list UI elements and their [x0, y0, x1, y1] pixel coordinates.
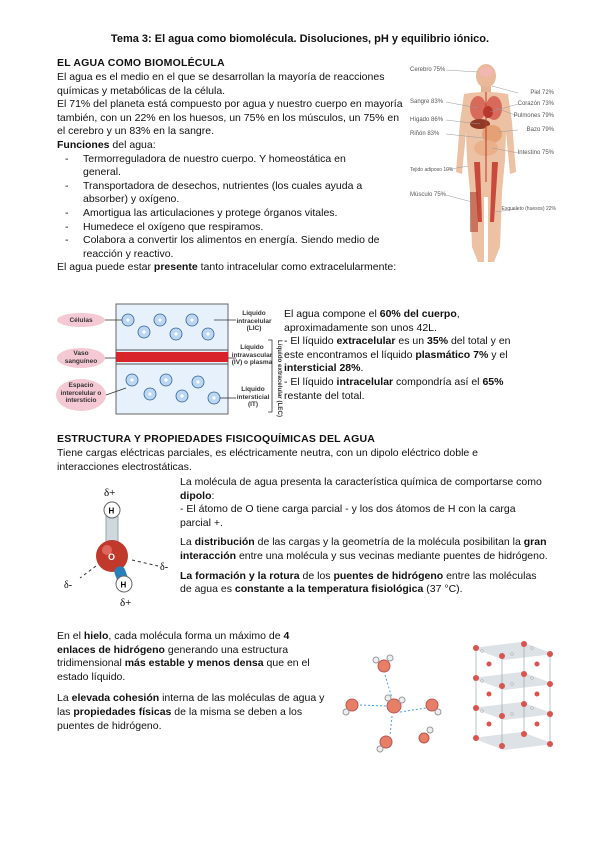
label-lic: Líquido intracelular (LIC)	[236, 310, 272, 332]
list-item: - Termorreguladora de nuestro cuerpo. Y homeostática en general.	[57, 153, 368, 180]
label-iv: Líquido intravascular (IV) o plasma	[231, 344, 273, 366]
page-title: Tema 3: El agua como biomolécula. Disoluciones, pH y equilibrio iónico.	[110, 33, 490, 45]
label-celulas: Células	[69, 317, 93, 324]
h-atom-top: H	[108, 506, 115, 516]
h-atom-bottom: H	[120, 580, 127, 590]
label-rinon: Riñón 83%	[410, 131, 440, 137]
label-pulmones: Pulmones 79%	[513, 113, 554, 119]
label-piel: Piel 72%	[530, 90, 554, 96]
label-lec: Líquido extracelular (LEC)	[276, 340, 283, 418]
label-vaso: Vaso sanguíneo	[64, 350, 98, 365]
delta-plus-top: δ+	[104, 487, 116, 499]
fluid-compartments-diagram	[56, 300, 282, 418]
hydrogen-bond-network	[340, 650, 450, 755]
section-heading-estructura: ESTRUCTURA Y PROPIEDADES FISICOQUÍMICAS DEL AGUA	[57, 433, 376, 445]
section1-text	[57, 71, 407, 275]
label-corazon: Corazón 73%	[517, 101, 554, 107]
label-it: Líquido intersticial (IT)	[236, 386, 270, 408]
label-cerebro: Cerebro 75%	[410, 67, 446, 73]
functions-list	[57, 153, 407, 262]
body-water-figure	[408, 62, 558, 272]
label-sangre: Sangre 83%	[410, 99, 444, 105]
label-esqueleto: Esqueleto (huesos) 22%	[501, 206, 556, 212]
list-item: - Colabora a convertir los alimentos en energía. Siendo medio de reacción y reactivo.	[57, 234, 403, 261]
paragraph-porcentajes: El 71% del planeta está compuesto por agua y nuestro cuerpo en mayoría también, con un 22% en los huesos, un 75% en los músculos, un 75% en el cerebro y un 83% en la sangre.	[57, 98, 403, 138]
compartments-text: El agua compone el 60% del cuerpo, aproximadamente son unos 42L. - El líquido extracelular es un 35% del total y en este encontramos el líquido plasmático 7% y el intersticial 28%. - El líquido intracelular compondría así el 65% restante del total.	[284, 308, 511, 402]
label-intestino: Intestino 75%	[517, 150, 554, 156]
ice-lattice	[462, 634, 560, 754]
label-bazo: Bazo 79%	[526, 127, 554, 133]
label-espacio: Espacio intercelular o intersticio	[60, 382, 102, 404]
delta-minus-left: δ-	[64, 580, 73, 591]
label-tejido-adiposo: Tejido adiposo 10%	[410, 167, 454, 173]
delta-minus-right: δ-	[160, 562, 169, 573]
list-item: - Humedece el oxígeno que respiramos.	[57, 221, 407, 235]
paragraph-cargas: Tiene cargas eléctricas parciales, es eléctricamente neutra, con un dipolo eléctrico doble e interacciones electrostáticas.	[57, 447, 479, 473]
label-musculo: Músculo 75%	[410, 192, 447, 198]
delta-plus-bottom: δ+	[120, 597, 132, 609]
paragraph-presente: El agua puede estar presente tanto intracelular como extracelularmente:	[57, 261, 397, 274]
paragraph-medio: El agua es el medio en el que se desarrollan la mayoría de reacciones químicas y metabólicas de la célula.	[57, 71, 385, 97]
label-higado: Hígado 86%	[410, 117, 444, 123]
blood-vessel-band	[116, 352, 228, 362]
o-atom: O	[108, 552, 116, 562]
ice-text: En el hielo, cada molécula forma un máximo de 4 enlaces de hidrógeno generando una estructura tridimensional más estable y menos densa que en el estado líquido. La elevada cohesión interna de las moléculas de agua y las propiedades físicas de la misma se deben a los puentes de hidrógeno.	[57, 630, 325, 732]
list-item: - Transportadora de desechos, nutrientes (los cuales ayuda a absorber) y oxígeno.	[57, 180, 383, 207]
functions-label: Funciones	[57, 138, 110, 151]
list-item: - Amortigua las articulaciones y protege órganos vitales.	[57, 207, 407, 221]
dipole-text: La molécula de agua presenta la característica química de comportarse como dipolo: - El átomo de O tiene carga parcial - y los dos átomos de H con la carga parcial +. La distribución de las cargas y la geometría de la molécula posibilitan la gran interacción entre una molécula y sus vecinas mediante puentes de hidrógeno. La formación y la rotura de los puentes de hidrógeno entre las moléculas de agua es constante a la temperatura fisiológica (37 °C).	[180, 476, 548, 596]
water-molecule-diagram	[62, 484, 178, 612]
functions-intro: Funciones del agua:	[57, 138, 156, 151]
section-heading-agua-biomolecula: EL AGUA COMO BIOMOLÉCULA	[57, 57, 225, 69]
